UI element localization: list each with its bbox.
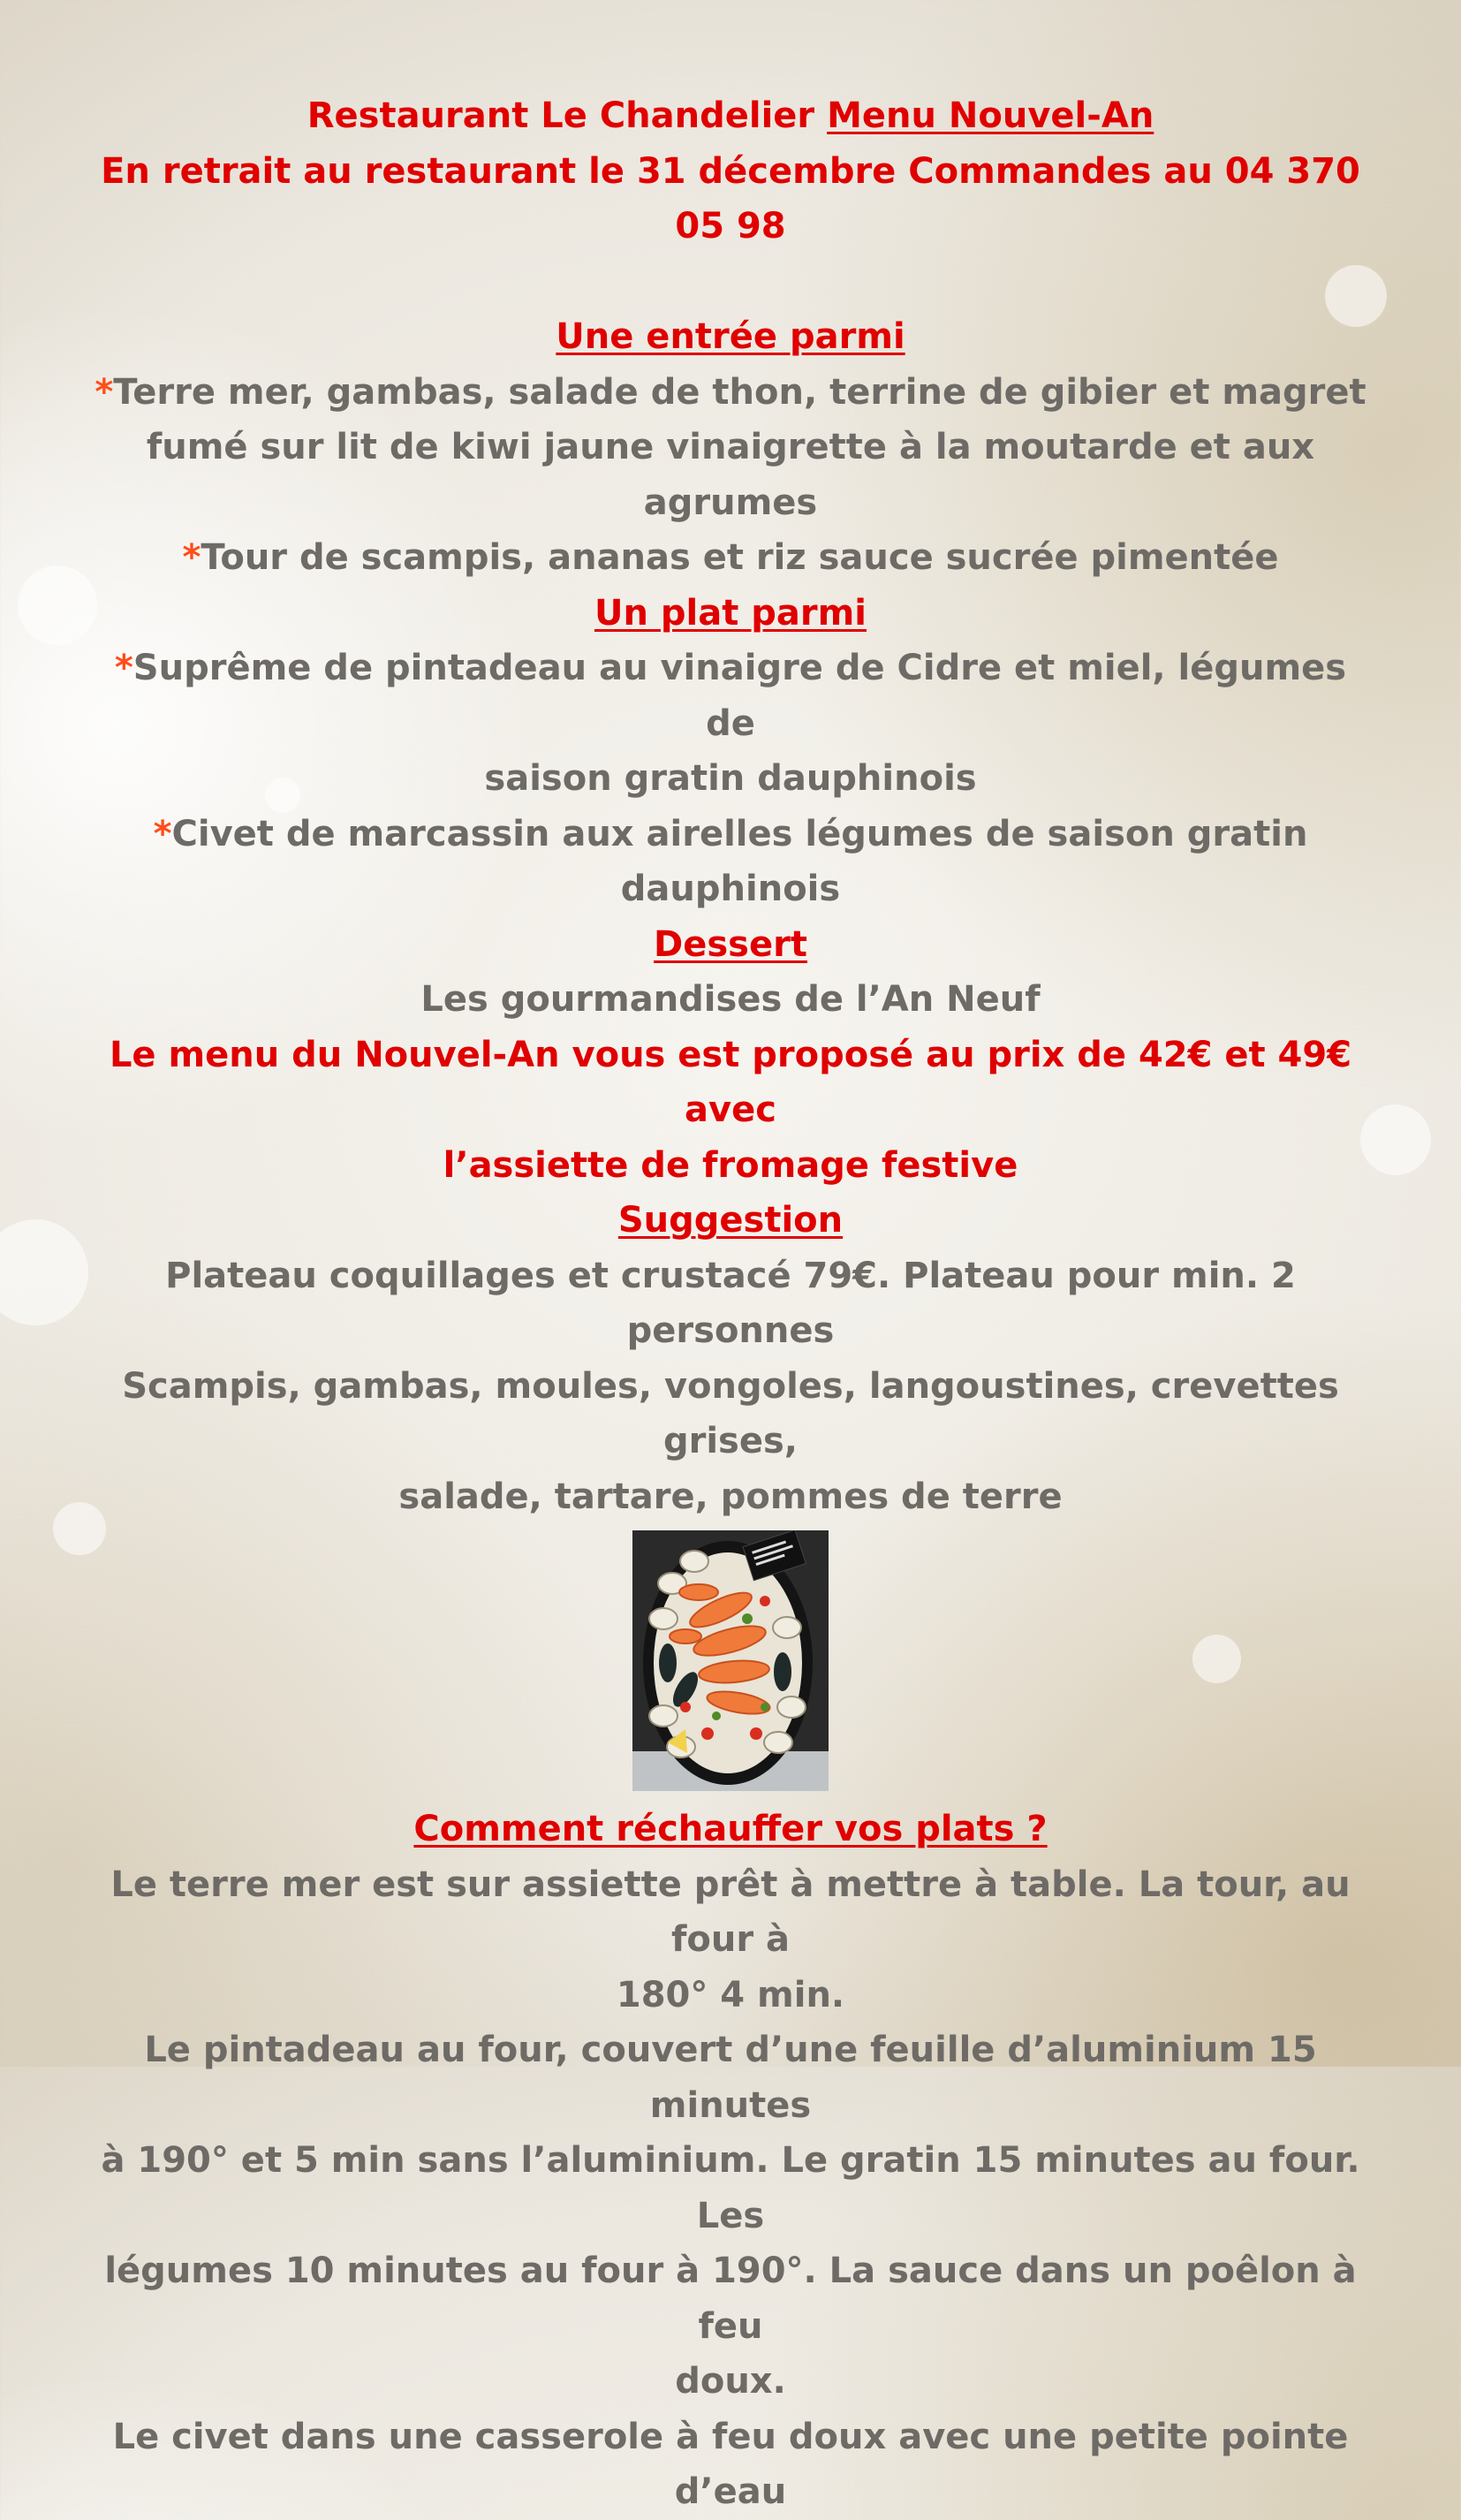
entrees-heading: Une entrée parmi	[556, 316, 905, 357]
menu-document	[88, 88, 1373, 2520]
dessert-section	[88, 917, 1373, 1028]
suggestion-line: salade, tartare, pommes de terre	[398, 1476, 1063, 1517]
reheat-line: Le pintadeau au four, couvert d’une feuille d’aluminium 15 minutes	[144, 2030, 1317, 2126]
plat-item: *Civet de marcassin aux airelles légumes de saison gratin	[153, 813, 1308, 854]
bullet-asterisk: *	[114, 648, 133, 688]
bullet-asterisk: *	[182, 537, 201, 578]
pickup-info: En retrait au restaurant le 31 décembre Commandes au 04 370 05 98	[101, 150, 1360, 247]
reheat-line: Le civet dans une casserole à feu doux avec une petite pointe d’eau	[112, 2416, 1349, 2512]
reheat-line: 180° 4 min.	[616, 1974, 845, 2015]
dessert-heading: Dessert	[654, 923, 807, 965]
reheat-heading: Comment réchauffer vos plats ?	[413, 1809, 1048, 1849]
reheat-line: doux.	[675, 2361, 786, 2402]
bullet-asterisk: *	[153, 813, 172, 854]
plats-section	[88, 586, 1373, 917]
plats-heading: Un plat parmi	[594, 592, 867, 634]
bullet-asterisk: *	[95, 371, 114, 413]
dessert-text: Les gourmandises de l’An Neuf	[420, 979, 1041, 1020]
reheat-line: à 190° et 5 min sans l’aluminium. Le gratin 15 minutes au four. Les	[101, 2140, 1360, 2236]
reheat-line: Le terre mer est sur assiette prêt à mettre à table. La tour, au four à	[110, 1863, 1351, 1960]
header	[88, 88, 1373, 254]
seafood-platter-image	[632, 1530, 829, 1791]
reheat-section	[88, 1802, 1373, 2520]
price-section	[88, 1028, 1373, 1194]
title-line	[88, 88, 1373, 144]
suggestion-line: Scampis, gambas, moules, vongoles, langoustines, crevettes grises,	[122, 1365, 1339, 1461]
entrees-section	[88, 309, 1373, 586]
reheat-line: légumes 10 minutes au four à 190°. La sauce dans un poêlon à feu	[104, 2251, 1357, 2347]
plat-item: *Suprême de pintadeau au vinaigre de Cidre et miel, légumes de	[114, 648, 1347, 744]
suggestion-section	[88, 1193, 1373, 1791]
entree-item-continued: fumé sur lit de kiwi jaune vinaigrette à la moutarde et aux agrumes	[146, 427, 1315, 523]
entree-item: *Tour de scampis, ananas et riz sauce sucrée pimentée	[182, 537, 1279, 578]
plat-item-continued: dauphinois	[620, 869, 841, 909]
entree-item: *Terre mer, gambas, salade de thon, terrine de gibier et magret	[95, 371, 1366, 413]
menu-title: Menu Nouvel-An	[827, 95, 1154, 136]
price-line: Le menu du Nouvel-An vous est proposé au prix de 42€ et 49€ avec	[109, 1034, 1352, 1130]
suggestion-line: Plateau coquillages et crustacé 79€. Plateau pour min. 2 personnes	[165, 1255, 1296, 1351]
plat-item-continued: saison gratin dauphinois	[484, 758, 977, 799]
suggestion-heading: Suggestion	[617, 1200, 844, 1241]
restaurant-name: Restaurant Le Chandelier	[307, 95, 815, 136]
price-line-continued: l’assiette de fromage festive	[443, 1144, 1018, 1186]
